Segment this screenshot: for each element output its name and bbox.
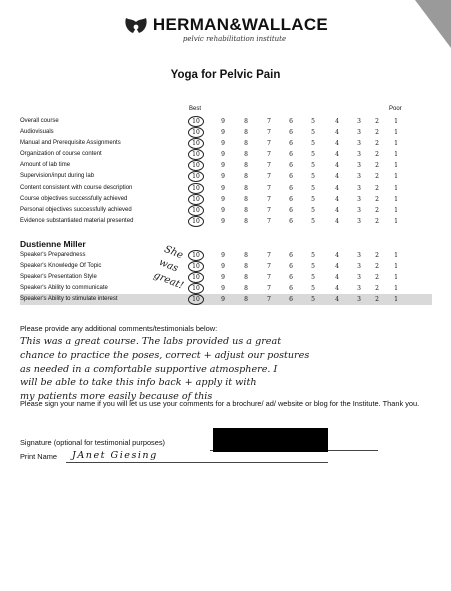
- rating-option[interactable]: 6: [289, 184, 293, 192]
- rating-option[interactable]: 3: [357, 140, 361, 148]
- brand-tagline: pelvic rehabilitation institute: [182, 35, 287, 43]
- rating-row-label: Personal objectives successfully achieved: [20, 206, 132, 213]
- rating-option[interactable]: 4: [335, 217, 339, 225]
- rating-option[interactable]: 2: [375, 129, 379, 137]
- rating-option[interactable]: 5: [311, 296, 315, 304]
- rating-option[interactable]: 3: [357, 173, 361, 181]
- rating-row-label: Course objectives successfully achieved: [20, 195, 128, 202]
- rating-option[interactable]: 5: [311, 162, 315, 170]
- rating-option[interactable]: 8: [244, 162, 248, 170]
- rating-option[interactable]: 1: [394, 151, 398, 159]
- rating-option[interactable]: 2: [375, 195, 379, 203]
- rating-option[interactable]: 1: [394, 129, 398, 137]
- rating-option-selected[interactable]: 10: [188, 171, 204, 182]
- logo: [0, 14, 451, 36]
- rating-row-label: Content consistent with course description: [20, 184, 133, 191]
- permission-text: Please sign your name if you will let us use your comments for a brochure/ ad/ website or blog for the Institute. Thank you.: [20, 399, 420, 408]
- rating-option[interactable]: 8: [244, 251, 248, 259]
- rating-row-label: Supervision/input during lab: [20, 173, 95, 180]
- letterhead: [0, 14, 451, 43]
- rating-option[interactable]: 2: [375, 217, 379, 225]
- rating-option[interactable]: 7: [267, 251, 271, 259]
- rating-option[interactable]: 4: [335, 251, 339, 259]
- rating-option[interactable]: 9: [221, 140, 225, 148]
- rating-row: [20, 116, 432, 127]
- rating-option-selected[interactable]: 10: [188, 149, 204, 160]
- rating-option[interactable]: 5: [311, 251, 315, 259]
- rating-option[interactable]: 1: [394, 274, 398, 282]
- rating-option[interactable]: 7: [267, 162, 271, 170]
- redacted-signature: [213, 428, 328, 452]
- rating-row-label: Audiovisuals: [20, 129, 54, 136]
- handwritten-comments: [20, 335, 435, 404]
- rating-option-selected[interactable]: 10: [188, 194, 204, 205]
- rating-row-label: Speaker's Ability to communicate: [20, 285, 108, 292]
- rating-option-selected[interactable]: 10: [188, 216, 204, 227]
- rating-option[interactable]: 1: [394, 162, 398, 170]
- rating-option[interactable]: 8: [244, 140, 248, 148]
- comments-prompt: Please provide any additional comments/testimonials below:: [20, 324, 218, 333]
- rating-option[interactable]: 3: [357, 129, 361, 137]
- rating-option[interactable]: 9: [221, 118, 225, 125]
- section-gap: [20, 227, 432, 237]
- scale-header: [20, 105, 432, 116]
- rating-row: [20, 283, 432, 294]
- rating-option[interactable]: 7: [267, 140, 271, 148]
- rating-option[interactable]: 8: [244, 263, 248, 271]
- rating-row: [20, 183, 432, 194]
- rating-option[interactable]: 5: [311, 173, 315, 181]
- comment-line: as needed in a comfortable supportive atmosphere. I: [20, 363, 278, 375]
- rating-option[interactable]: 8: [244, 217, 248, 225]
- rating-row-label: Organization of course content: [20, 151, 102, 158]
- rating-option[interactable]: 5: [311, 140, 315, 148]
- rating-row: [20, 171, 432, 182]
- rating-option[interactable]: 2: [375, 151, 379, 159]
- rating-option[interactable]: 2: [375, 206, 379, 214]
- rating-option[interactable]: 1: [394, 251, 398, 259]
- rating-option[interactable]: 6: [289, 129, 293, 137]
- rating-row: [20, 216, 432, 227]
- rating-row-label: Evidence substantiated material presented: [20, 217, 134, 224]
- rating-row-label: Speaker's Knowledge Of Topic: [20, 263, 102, 270]
- rating-option[interactable]: 5: [311, 263, 315, 271]
- rating-option[interactable]: 7: [267, 263, 271, 271]
- rating-option[interactable]: 5: [311, 285, 315, 293]
- rating-option[interactable]: 8: [244, 206, 248, 214]
- print-name-label: Print Name: [20, 452, 57, 461]
- rating-option[interactable]: 8: [244, 151, 248, 159]
- rating-option[interactable]: 5: [311, 274, 315, 282]
- rating-option[interactable]: 6: [289, 263, 293, 271]
- pelvis-logo-icon: [123, 14, 149, 36]
- rating-option[interactable]: 4: [335, 118, 339, 125]
- rating-option[interactable]: 7: [267, 151, 271, 159]
- rating-option[interactable]: 3: [357, 296, 361, 304]
- rating-option[interactable]: 9: [221, 195, 225, 203]
- rating-option[interactable]: 1: [394, 206, 398, 214]
- rating-option[interactable]: 9: [221, 263, 225, 271]
- rating-option[interactable]: 4: [335, 296, 339, 304]
- evaluation-table: [20, 105, 432, 305]
- course-title: Yoga for Pelvic Pain: [170, 69, 281, 81]
- rating-option[interactable]: 2: [375, 140, 379, 148]
- rating-option[interactable]: 5: [311, 184, 315, 192]
- rating-option[interactable]: 4: [335, 162, 339, 170]
- rating-row-label: Speaker's Ability to stimulate interest: [20, 296, 118, 303]
- rating-option[interactable]: 7: [267, 217, 271, 225]
- rating-row: [20, 160, 432, 171]
- rating-option[interactable]: 3: [357, 118, 361, 125]
- rating-option[interactable]: 3: [357, 217, 361, 225]
- rating-row: [20, 194, 432, 205]
- print-name-line[interactable]: [66, 462, 328, 463]
- rating-option[interactable]: 6: [289, 274, 293, 282]
- rating-row: [20, 138, 432, 149]
- rating-option[interactable]: 5: [311, 217, 315, 225]
- rating-option[interactable]: 8: [244, 274, 248, 282]
- rating-option-selected[interactable]: 10: [188, 183, 204, 194]
- rating-option[interactable]: 4: [335, 274, 339, 282]
- speaker-name: Dustienne Miller: [20, 238, 86, 249]
- side-note-line: She: [162, 243, 185, 262]
- rating-option[interactable]: 6: [289, 285, 293, 293]
- rating-option-selected[interactable]: 10: [188, 160, 204, 171]
- rating-option[interactable]: 9: [221, 285, 225, 293]
- rating-option[interactable]: 1: [394, 296, 398, 304]
- rating-option[interactable]: 6: [289, 296, 293, 304]
- rating-option[interactable]: 3: [357, 251, 361, 259]
- rating-option[interactable]: 8: [244, 118, 248, 125]
- rating-option-selected[interactable]: 10: [188, 283, 204, 294]
- rating-option[interactable]: 3: [357, 162, 361, 170]
- rating-option[interactable]: 9: [221, 274, 225, 282]
- comment-line: chance to practice the poses, correct + adjust our postures: [20, 349, 310, 361]
- rating-option[interactable]: 3: [357, 206, 361, 214]
- rating-option[interactable]: 2: [375, 296, 379, 304]
- rating-option[interactable]: 5: [311, 151, 315, 159]
- rating-option[interactable]: 1: [394, 184, 398, 192]
- rating-option[interactable]: 7: [267, 274, 271, 282]
- rating-option-selected[interactable]: 10: [188, 294, 204, 305]
- rating-option-selected[interactable]: 10: [188, 250, 204, 261]
- rating-option[interactable]: 7: [267, 285, 271, 293]
- rating-option[interactable]: 4: [335, 195, 339, 203]
- rating-option[interactable]: 2: [375, 173, 379, 181]
- rating-option-selected[interactable]: 10: [188, 138, 204, 149]
- rating-row-label: Manual and Prerequisite Assignments: [20, 140, 121, 147]
- rating-option[interactable]: 7: [267, 296, 271, 304]
- signature-label: Signature (optional for testimonial purposes): [20, 438, 166, 447]
- rating-option[interactable]: 8: [244, 184, 248, 192]
- rating-row: [20, 272, 432, 283]
- comment-line: will be able to take this info back + apply it with: [20, 377, 257, 389]
- rating-option[interactable]: 3: [357, 184, 361, 192]
- rating-row-label: Speaker's Preparedness: [20, 251, 86, 258]
- rating-row: [20, 261, 432, 272]
- rating-option-selected[interactable]: 10: [188, 116, 204, 127]
- rating-option[interactable]: 7: [267, 184, 271, 192]
- comment-line: This was a great course. The labs provided us a great: [20, 336, 282, 347]
- scale-best-label: Best: [189, 106, 202, 112]
- rating-option[interactable]: 2: [375, 274, 379, 282]
- rating-option[interactable]: 6: [289, 173, 293, 181]
- rating-option[interactable]: 9: [221, 129, 225, 137]
- rating-option[interactable]: 7: [267, 129, 271, 137]
- print-name-value: JAnet Giesing: [72, 450, 158, 461]
- rating-option[interactable]: 6: [289, 151, 293, 159]
- rating-option[interactable]: 4: [335, 285, 339, 293]
- speaker-ratings: [20, 250, 432, 305]
- rating-option[interactable]: 3: [357, 195, 361, 203]
- rating-option[interactable]: 6: [289, 217, 293, 225]
- rating-option[interactable]: 4: [335, 206, 339, 214]
- rating-option[interactable]: 8: [244, 173, 248, 181]
- rating-option[interactable]: 4: [335, 173, 339, 181]
- rating-option[interactable]: 4: [335, 129, 339, 137]
- rating-option-selected[interactable]: 10: [188, 205, 204, 216]
- rating-option[interactable]: 1: [394, 173, 398, 181]
- scale-poor-label: Poor: [389, 106, 402, 112]
- rating-option[interactable]: 4: [335, 263, 339, 271]
- rating-option[interactable]: 3: [357, 263, 361, 271]
- rating-option[interactable]: 1: [394, 118, 398, 125]
- rating-option[interactable]: 6: [289, 118, 293, 125]
- rating-option[interactable]: 9: [221, 162, 225, 170]
- rating-row: [20, 250, 432, 261]
- rating-row: [20, 294, 432, 305]
- rating-option[interactable]: 2: [375, 263, 379, 271]
- rating-option[interactable]: 9: [221, 151, 225, 159]
- rating-option[interactable]: 6: [289, 195, 293, 203]
- rating-row: [20, 205, 432, 216]
- rating-option[interactable]: 7: [267, 206, 271, 214]
- rating-option[interactable]: 8: [244, 285, 248, 293]
- rating-option[interactable]: 5: [311, 118, 315, 125]
- rating-option[interactable]: 3: [357, 274, 361, 282]
- rating-option-selected[interactable]: 10: [188, 261, 204, 272]
- rating-option[interactable]: 5: [311, 206, 315, 214]
- rating-option[interactable]: 2: [375, 162, 379, 170]
- rating-row-label: Speaker's Presentation Style: [20, 274, 97, 281]
- rating-option-selected[interactable]: 10: [188, 127, 204, 138]
- rating-option[interactable]: 4: [335, 151, 339, 159]
- rating-option[interactable]: 6: [289, 251, 293, 259]
- rating-option[interactable]: 2: [375, 184, 379, 192]
- rating-option[interactable]: 3: [357, 151, 361, 159]
- rating-option[interactable]: 5: [311, 195, 315, 203]
- rating-option[interactable]: 9: [221, 296, 225, 304]
- rating-option[interactable]: 8: [244, 296, 248, 304]
- rating-option[interactable]: 1: [394, 285, 398, 293]
- rating-option[interactable]: 9: [221, 217, 225, 225]
- rating-option[interactable]: 3: [357, 285, 361, 293]
- rating-option[interactable]: 9: [221, 206, 225, 214]
- rating-option[interactable]: 4: [335, 184, 339, 192]
- rating-option[interactable]: 6: [289, 206, 293, 214]
- rating-option[interactable]: 6: [289, 162, 293, 170]
- side-note-line: was: [157, 256, 180, 275]
- course-ratings: [20, 116, 432, 227]
- rating-row: [20, 127, 432, 138]
- comment-line: my patients more easily because of this: [20, 391, 213, 403]
- rating-option[interactable]: 1: [394, 263, 398, 271]
- rating-option[interactable]: 7: [267, 173, 271, 181]
- rating-option[interactable]: 2: [375, 285, 379, 293]
- rating-option[interactable]: 2: [375, 251, 379, 259]
- rating-row: [20, 149, 432, 160]
- rating-option[interactable]: 6: [289, 140, 293, 148]
- rating-option[interactable]: 8: [244, 129, 248, 137]
- rating-row-label: Overall course: [20, 118, 59, 124]
- rating-option[interactable]: 9: [221, 184, 225, 192]
- rating-option[interactable]: 9: [221, 251, 225, 259]
- rating-option[interactable]: 9: [221, 173, 225, 181]
- rating-option[interactable]: 5: [311, 129, 315, 137]
- brand-name: HERMAN&WALLACE: [152, 15, 329, 34]
- rating-option[interactable]: 7: [267, 118, 271, 125]
- side-note-line: great!: [152, 269, 185, 292]
- rating-option[interactable]: 4: [335, 140, 339, 148]
- rating-option-selected[interactable]: 10: [188, 272, 204, 283]
- rating-option[interactable]: 7: [267, 195, 271, 203]
- rating-option[interactable]: 2: [375, 118, 379, 125]
- rating-option[interactable]: 1: [394, 217, 398, 225]
- rating-row-label: Amount of lab time: [20, 162, 71, 169]
- rating-option[interactable]: 8: [244, 195, 248, 203]
- rating-option[interactable]: 1: [394, 195, 398, 203]
- rating-option[interactable]: 1: [394, 140, 398, 148]
